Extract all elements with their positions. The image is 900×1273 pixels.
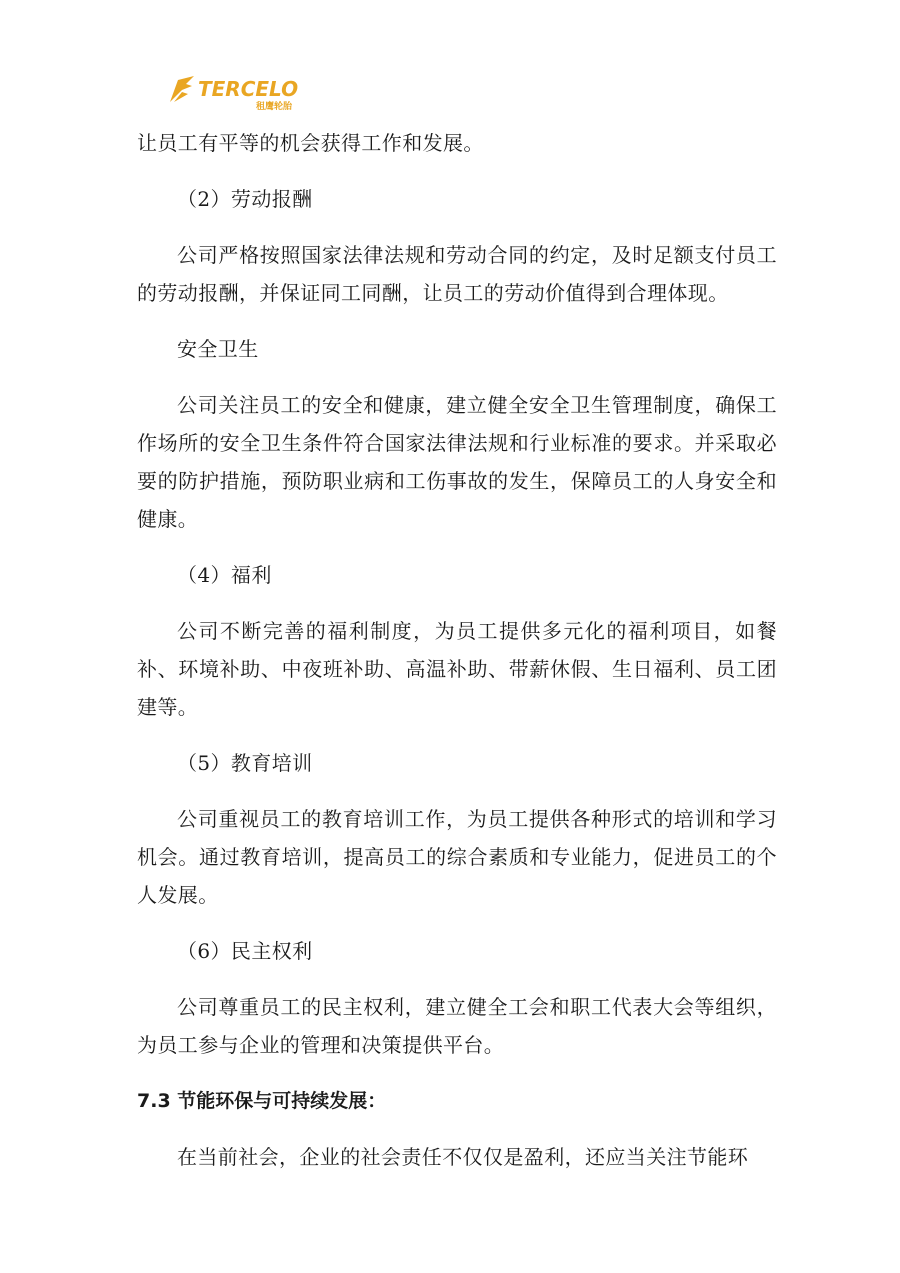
- heading-safety: 安全卫生: [177, 337, 259, 361]
- logo-wordmark: TERCELO: [198, 77, 299, 101]
- section-heading-7-3: 7.3 节能环保与可持续发展：: [137, 1090, 387, 1112]
- paragraph-labor-pay: 公司严格按照国家法律法规和劳动合同的约定，及时足额支付员工的劳动报酬，并保证同工同酬，让员工的劳动价值得到合理体现。: [137, 243, 777, 305]
- paragraph-training: 公司重视员工的教育培训工作，为员工提供各种形式的培训和学习机会。通过教育培训，提高员工的综合素质和专业能力，促进员工的个人发展。: [137, 807, 777, 907]
- paragraph-section-7-3: 在当前社会，企业的社会责任不仅仅是盈利，还应当关注节能环: [177, 1145, 749, 1169]
- heading-labor-pay: （2）劳动报酬: [177, 187, 313, 211]
- paragraph-democracy: 公司尊重员工的民主权利，建立健全工会和职工代表大会等组织，为员工参与企业的管理和决策提供平台。: [137, 995, 777, 1057]
- heading-welfare: （4）福利: [177, 563, 272, 587]
- company-logo: [168, 72, 318, 112]
- eagle-logo-icon: [168, 72, 318, 112]
- heading-training: （5）教育培训: [177, 751, 313, 775]
- document-body: [137, 124, 777, 1176]
- paragraph-safety: 公司关注员工的安全和健康，建立健全安全卫生管理制度，确保工作场所的安全卫生条件符合国家法律法规和行业标准的要求。并采取必要的防护措施，预防职业病和工伤事故的发生，保障员工的人身安全和健康。: [137, 393, 777, 531]
- logo-subtext: 租鹰轮胎: [256, 102, 293, 112]
- heading-democracy: （6）民主权利: [177, 939, 313, 963]
- paragraph-intro-continued: 让员工有平等的机会获得工作和发展。: [137, 131, 484, 155]
- paragraph-welfare: 公司不断完善的福利制度，为员工提供多元化的福利项目，如餐补、环境补助、中夜班补助、高温补助、带薪休假、生日福利、员工团建等。: [137, 619, 777, 719]
